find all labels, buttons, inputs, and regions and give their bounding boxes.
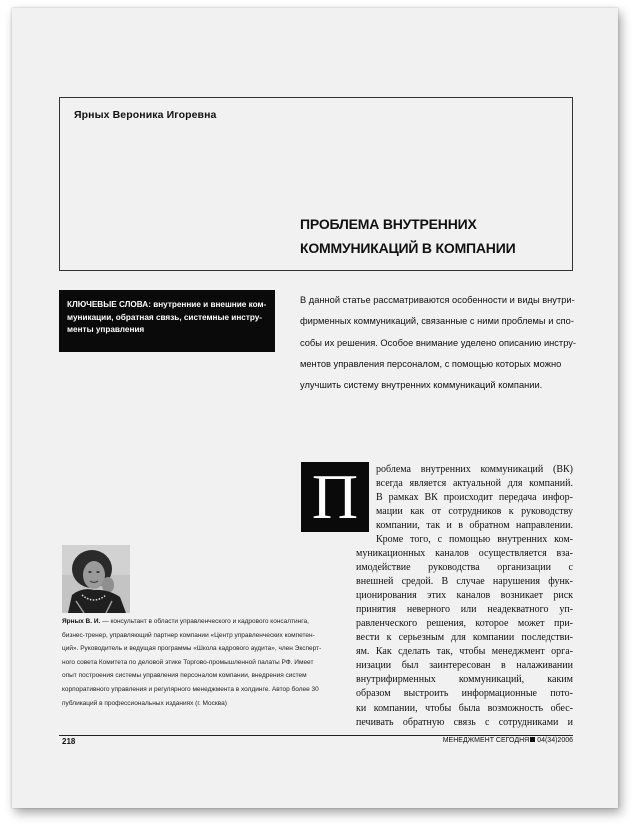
page-number: 218 [62, 737, 76, 746]
body-line: роблема внутренних коммуникаций (ВК) [376, 464, 573, 475]
body-line: всегда является актуальной для компаний. [376, 478, 573, 490]
author-bio-name: Ярных В. И. [62, 618, 101, 625]
body-text-top [376, 463, 573, 547]
journal-name: МЕНЕДЖМЕНТ СЕГОДНЯ [442, 737, 530, 744]
author-bio-line: опыт построения системы управления персоналом компании, внедрения систем [62, 672, 307, 680]
journal-info [443, 737, 573, 744]
abstract-line: фирменных коммуникаций, связанные с ними проблемы и спо- [300, 316, 574, 327]
body-line: печивать обратную связь с сотрудниками и [356, 716, 573, 728]
body-line: принятия неверного или неадекватного уп- [356, 604, 573, 616]
body-line: имодействие руководства организации с [356, 562, 573, 574]
author-bio-line: публикаций в профессиональных изданиях (г. Москва) [62, 699, 227, 707]
author-bio-line: ций». Руководитель и ведущая программы «Школа кадрового аудита», член Эксперт- [62, 645, 322, 653]
body-text-bottom [356, 547, 573, 730]
drop-cap: П [301, 462, 369, 532]
abstract-line: улучшить систему внутренних коммуникаций компании. [300, 380, 543, 391]
body-line: компании, так и в обратном направлении. [376, 520, 573, 532]
body-line: ям. Как сделать так, чтобы менеджмент орга- [356, 646, 573, 658]
article-title [300, 212, 565, 260]
body-line: ки компании, чтобы была возможность обес- [356, 702, 573, 714]
author-bio-line: бизнес-тренер, управляющий партнер компании «Центр управленческих компетен- [62, 631, 315, 639]
keywords-line: муникации, обратная связь, системные инстру- [67, 312, 262, 322]
keywords-line: менты управления [67, 325, 145, 334]
body-line: образом выстроить информационные пото- [356, 688, 573, 700]
author-portrait-image [62, 545, 130, 613]
body-line: муникационных каналов осуществляется вза- [356, 548, 573, 559]
keywords-line: КЛЮЧЕВЫЕ СЛОВА: внутренние и внешние ком- [67, 300, 267, 309]
journal-issue: 04(34)2006 [537, 737, 573, 744]
author-bio-line [62, 615, 309, 629]
article-abstract [300, 290, 576, 396]
footer-rule [59, 735, 573, 736]
author-bio [62, 615, 322, 710]
author-bio-line: корпоративного управления и регулярного менеджмента в холдинге. Автор более 30 [62, 685, 319, 693]
body-line: внешней средой. В случае нарушения функ- [356, 576, 573, 588]
author-bio-line: ного совета Комитета по деловой этике Торгово-промышленной палаты РФ. Имеет [62, 658, 314, 666]
abstract-line: В данной статье рассматриваются особенности и виды внутри- [300, 295, 575, 305]
body-line: Кроме того, с помощью внутренних ком- [376, 534, 573, 546]
abstract-line: собы их решения. Особое внимание уделено описанию инстру- [300, 337, 577, 348]
body-line: В рамках ВК происходит передача инфор- [376, 492, 573, 504]
abstract-line: ментов управления персоналом, с помощью которых можно [300, 358, 562, 369]
body-line: вести к серьезным для компании последстви- [356, 632, 573, 644]
square-bullet-icon [530, 737, 535, 742]
body-line: ционирования этих каналов возникает риск [356, 590, 573, 602]
body-line: равленческого решения, которое может при- [356, 618, 573, 630]
author-name: Ярных Вероника Игоревна [74, 109, 217, 121]
author-bio-text: — консультант в области управленческого и кадрового консалтинга, [100, 618, 309, 625]
author-photo [62, 545, 130, 613]
body-line: внутрифирменных коммуникаций, каким [356, 674, 573, 686]
title-line: ПРОБЛЕМА ВНУТРЕННИХ [300, 216, 477, 232]
body-line: низации был заинтересован в налаживании [356, 660, 573, 672]
body-line: мации как от сотрудников к руководству [376, 506, 573, 518]
keywords-box [59, 290, 275, 352]
title-line: КОММУНИКАЦИЙ В КОМПАНИИ [300, 240, 516, 256]
